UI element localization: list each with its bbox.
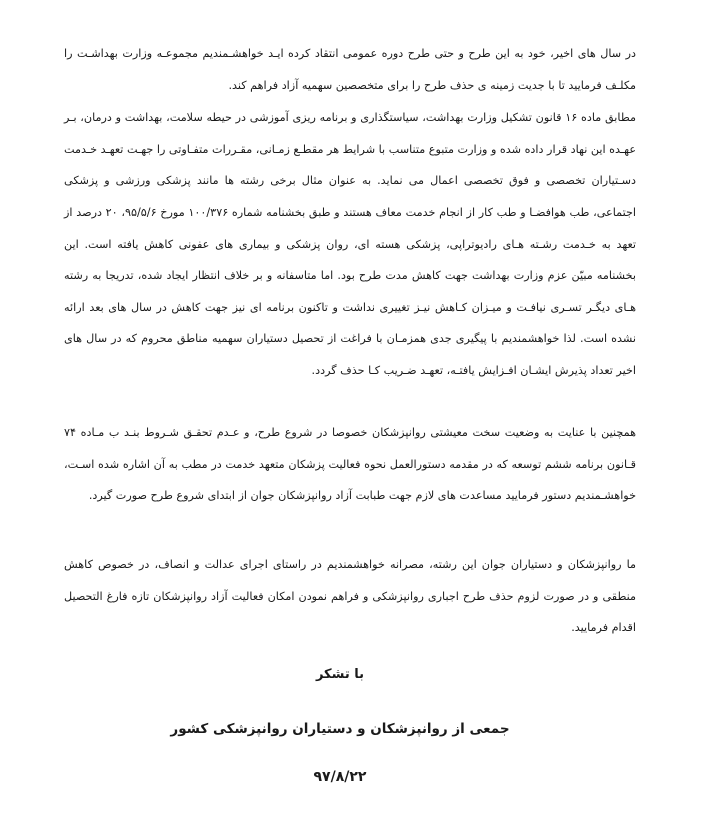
closing-thanks: با تشکر (315, 667, 365, 682)
letter-date: ۹۷/۸/۲۲ (313, 769, 367, 785)
signature-line: جمعی از روانپزشکان و دستیاران روانپزشکی کشور (170, 721, 510, 737)
paragraph-request-remove-plan: در سال های اخیر، خود به این طرح و حتی طرح دوره عمومی انتقاد کرده ایـد خواهشـمندیم مجموعـه وزارت بهداشـت را مکلـف فرمایید تا با جدیت زمینه ی حذف طرح را برای متخصصین سهمیه آزاد فراهم کند. (64, 47, 636, 92)
paragraph-economic-conditions: همچنین با عنایت به وضعیت سخت معیشتی روانپزشکان خصوصا در شروع طرح، و عـدم تحقـق شـروط بنـد ب مـاده ۷۴ قـانون برنامه ششم توسعه که در مقدمه دستورالعمل نحوه فعالیت پزشکان متعهد خدمت در مطب به آن اشاره شده اسـت، خواهشـمندیم دستور فرمایید مساعدت های لازم جهت طبابت آزاد روانپزشکان جوان از ابتدای شروع طرح صورت گیرد. (64, 426, 636, 503)
paragraph-final-request: ما روانپزشکان و دستیاران جوان این رشته، مصرانه خواهشمندیم در راستای اجرای عدالت و انصاف، در خصوص کاهش منطقی و در صورت لزوم حذف طرح اجباری روانپزشکی و فراهم نمودن امکان فعالیت آزاد روانپزشکان تازه فارغ التحصیل اقدام فرمایید. (64, 558, 636, 635)
paragraph-article-16: مطابق ماده ۱۶ قانون تشکیل وزارت بهداشت، سیاستگذاری و برنامه ریزی آموزشی در حیطه سلامت، بهداشت و درمان، بـر عهـده این نهاد قرار داده شده و وزارت متبوع متناسب با شرایط هر مقطـع زمـانی، مقـررات متفـاوتی را جهـت تعهـد خـدمت دسـتیاران تخصصی و فوق تخصصی اعمال می نماید. به عنوان مثال برخی رشته ها مانند پزشکی ورزشی و پزشکی اجتماعی، طب هوافضـا و طب کار از انجام خدمت معاف هستند و طبق بخشنامه شماره ۱۰۰/۳۷۶ مورخ ۹۵/۵/۶، ۲۰ درصد از تعهد به خـدمت رشـته هـای رادیوتراپی، پزشکی هسته ای، روان پزشکی و بیماری های عفونی کاهش یافته است. این بخشنامه مبیّن عزم وزارت بهداشت جهت کاهش مدت طرح بود. اما متاسفانه و بر خلاف انتظار ایجاد شده، تدریجا به رشته هـای دیگـر تسـری نیافـت و میـزان کـاهش نیـز تغییری نداشت و تاکنون برنامه ای نیز جهت کاهش در سال های بعد ارائه نشده است. لذا خواهشمندیم با پیگیری جدی همزمـان با فراغت از تحصیل دستیاران سهمیه مناطق محروم که در سال های اخیر تعداد پذیرش ایشـان افـزایش یافتـه، تعهـد ضـریب کـا حذف گردد. (64, 111, 636, 377)
